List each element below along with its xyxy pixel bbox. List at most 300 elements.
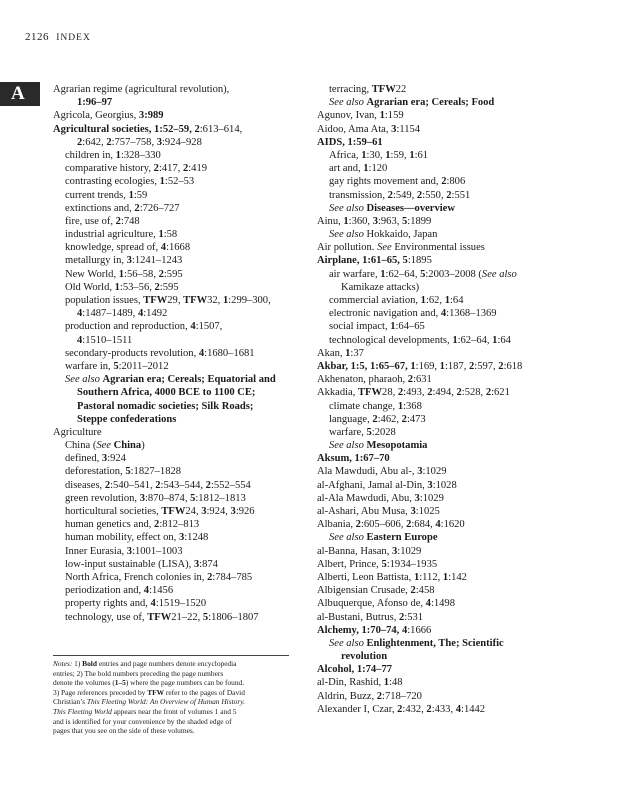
entry-text-segment: 2	[355, 519, 361, 531]
entry-text-segment: 3	[391, 545, 398, 557]
index-entry-continuation	[53, 334, 298, 347]
index-subentry	[317, 149, 595, 162]
entry-text-segment: 5	[420, 268, 426, 280]
running-header	[25, 31, 91, 43]
page-number: 2126	[25, 31, 49, 43]
entry-text-segment: 2	[446, 189, 452, 201]
index-entry	[317, 624, 595, 637]
entry-text-segment: Agriculture	[53, 426, 102, 438]
index-entry	[317, 663, 595, 676]
index-subentry	[53, 584, 298, 597]
index-entry	[317, 676, 595, 689]
entry-text-segment: 2	[468, 360, 475, 372]
entry-text-segment: Alchemy, 1:70–74, 4	[317, 624, 408, 636]
footnote-line	[53, 688, 289, 698]
entry-text-segment: :595	[163, 268, 183, 280]
entry-text-segment: :1492	[143, 308, 168, 320]
entry-text-segment: Akkadia,	[317, 387, 359, 399]
entry-text-segment: :494,	[432, 387, 457, 399]
entry-text-segment: Agricultural societies, 1:52–59, 2	[53, 123, 200, 135]
entry-text-segment: 2	[397, 703, 403, 715]
entry-text-segment: :1368–1369	[446, 308, 497, 320]
entry-text-segment: Alcohol, 1:74–77	[317, 664, 392, 676]
entry-text-segment: 3	[126, 255, 132, 267]
index-subentry	[317, 426, 595, 439]
entry-text-segment: 2	[498, 360, 504, 372]
entry-text-segment: Air pollution.	[317, 242, 378, 254]
index-entry	[53, 83, 298, 96]
entry-text-segment: Ainu,	[317, 215, 344, 227]
entry-text-segment: fire, use of,	[65, 215, 116, 227]
letter-tab-label: A	[11, 83, 25, 104]
index-entry	[317, 452, 595, 465]
entry-text-segment: 1	[118, 268, 125, 280]
entry-text-segment: 1)	[74, 659, 83, 668]
entry-text-segment: 2	[397, 387, 404, 399]
entry-text-segment: 2	[387, 189, 393, 201]
entry-text-segment: Hokkaido, Japan	[366, 229, 438, 241]
entry-text-segment: 2	[158, 268, 164, 280]
entry-text-segment: See also	[329, 637, 367, 649]
entry-text-segment: :59,	[390, 149, 410, 161]
index-entry	[317, 505, 595, 518]
index-subentry	[53, 320, 298, 333]
entry-text-segment: :1680–1681	[204, 347, 255, 359]
index-entry	[317, 597, 595, 610]
index-entry	[317, 584, 595, 597]
entry-text-segment: :64	[497, 334, 511, 346]
entry-text-segment: :2028	[371, 426, 396, 438]
entry-text-segment: :963,	[377, 215, 402, 227]
index-subentry	[53, 439, 298, 452]
entry-text-segment: :926	[235, 506, 255, 517]
entry-text-segment: 4	[190, 321, 196, 333]
index-subentry	[317, 96, 595, 109]
entry-text-segment: Aksum, 1:67–70	[317, 453, 390, 465]
index-subentry	[317, 83, 595, 96]
entry-text-segment: secondary-products revolution,	[65, 347, 199, 359]
entry-text-segment: Agrarian era; Cereals; Food	[366, 97, 495, 109]
entry-text-segment: 2	[207, 571, 213, 583]
index-subentry	[53, 571, 298, 584]
entry-text-segment: :64–65	[395, 321, 425, 333]
index-subentry	[53, 518, 298, 531]
index-subentry	[53, 202, 298, 215]
index-subentry	[53, 149, 298, 162]
entry-text-segment: :1620	[440, 519, 465, 531]
entry-text-segment: 1	[343, 215, 349, 227]
entry-text-segment: :58	[163, 229, 178, 241]
entry-text-segment: human genetics and,	[65, 519, 155, 531]
entry-text-segment: :1241–1243	[131, 255, 183, 267]
entry-text-segment: 1	[390, 321, 396, 333]
entry-text-segment: 5	[190, 492, 196, 504]
entry-text-segment: :595	[159, 281, 179, 293]
entry-text-segment: Agunov, Ivan,	[317, 110, 380, 122]
entry-text-segment: industrial agriculture,	[65, 229, 159, 241]
entry-text-segment: green revolution,	[65, 492, 140, 504]
entry-text-segment: TFW	[358, 387, 383, 399]
entry-text-segment: 1:96–97	[77, 97, 113, 109]
index-entry	[317, 571, 595, 584]
index-entry	[317, 479, 595, 492]
entry-text-segment: :1248	[184, 532, 209, 544]
entry-text-segment: :605–606,	[360, 519, 407, 531]
entry-text-segment: :1442	[461, 703, 486, 715]
entry-text-segment: 1	[420, 295, 426, 306]
entry-text-segment: 4	[137, 308, 144, 320]
entry-text-segment: :2011–2012	[118, 360, 169, 372]
entry-text-segment: :543–544,	[160, 479, 206, 491]
entry-text-segment: 2	[416, 189, 423, 201]
entry-text-segment: :1029	[422, 466, 447, 478]
entry-text-segment: TFW	[147, 687, 165, 697]
entry-text-segment: 2	[426, 703, 432, 715]
entry-text-segment: See also	[329, 202, 367, 214]
entry-text-segment: 3	[427, 479, 433, 491]
entry-text-segment: Agrarian era; Cereals; Equatorial and	[102, 374, 276, 386]
entry-text-segment: See	[96, 440, 114, 452]
entry-text-segment: :550,	[422, 189, 447, 201]
entry-text-segment: human mobility, effect on,	[65, 532, 179, 544]
index-entry-continuation	[317, 650, 595, 663]
entry-text-segment: population issues,	[65, 295, 144, 306]
index-subentry	[317, 294, 595, 307]
entry-text-segment: 21–22,	[171, 611, 203, 623]
entry-text-segment: Steppe confederations	[77, 413, 177, 425]
index-subentry	[317, 162, 595, 175]
footnote-line	[53, 707, 289, 717]
entry-text-segment: revolution	[341, 651, 388, 663]
entry-text-segment: 2	[485, 387, 492, 399]
entry-text-segment: 5	[113, 360, 119, 372]
entry-text-segment: :806	[446, 176, 466, 188]
entry-text-segment: 3	[201, 506, 207, 517]
entry-text-segment: 1	[114, 281, 120, 293]
entry-text-segment: 4	[455, 703, 462, 715]
entry-text-segment: :1487–1489,	[82, 308, 138, 320]
entry-text-segment: 2	[115, 215, 121, 227]
entry-text-segment: :432,	[402, 703, 427, 715]
index-subentry	[53, 189, 298, 202]
entry-text-segment: :1028	[432, 479, 457, 491]
index-entry	[53, 123, 298, 136]
index-column-left	[53, 83, 298, 624]
entry-text-segment: Africa,	[329, 149, 362, 161]
entry-text-segment: climate change,	[329, 400, 398, 412]
entry-text-segment: 3	[410, 506, 416, 517]
entry-text-segment: :549,	[392, 189, 417, 201]
section-title: INDEX	[56, 33, 91, 43]
entry-text-segment: :299–300,	[228, 295, 271, 306]
entry-text-segment: :159	[384, 110, 404, 122]
index-subentry	[53, 268, 298, 281]
entry-text-segment: Notes:	[53, 659, 75, 668]
entry-text-segment: TFW	[371, 84, 396, 95]
index-subentry	[53, 373, 298, 386]
entry-text-segment: 1	[363, 163, 369, 175]
index-column-right	[317, 83, 595, 716]
index-entry-continuation	[53, 413, 298, 426]
index-subentry	[317, 334, 595, 347]
entry-text-segment: 3	[391, 123, 397, 135]
entry-text-segment: This Fleeting World: An Overview of Human History.	[86, 697, 245, 707]
entry-text-segment: AIDS, 1:59–61	[317, 136, 383, 148]
entry-text-segment: periodization and,	[65, 585, 144, 597]
entry-text-segment: TFW	[143, 295, 168, 306]
entry-text-segment: :528,	[461, 387, 486, 399]
entry-text-segment: :64	[450, 295, 464, 306]
index-subentry	[53, 241, 298, 254]
entry-text-segment: :618	[503, 360, 523, 372]
entry-text-segment: Aldrin, Buzz,	[317, 690, 377, 702]
entry-text-segment: language,	[329, 413, 373, 425]
entry-text-segment: 1	[379, 110, 385, 122]
entry-text-segment: :1025	[415, 506, 440, 517]
entry-text-segment: al-Bustani, Butrus,	[317, 611, 400, 623]
entry-text-segment: property rights and,	[65, 598, 151, 610]
entry-text-segment: 2	[410, 585, 416, 597]
entry-text-segment: :48	[389, 677, 403, 689]
entry-text-segment: 2	[407, 374, 414, 386]
entry-text-segment: comparative history,	[65, 163, 154, 175]
entry-text-segment: :540–541,	[110, 479, 156, 491]
entry-text-segment: :1666	[407, 624, 432, 636]
entry-text-segment: 2	[399, 611, 405, 623]
entry-text-segment: :52–53	[164, 176, 195, 188]
entry-text-segment: 2	[155, 479, 161, 491]
index-entry	[317, 360, 595, 373]
entry-text-segment: horticultural societies,	[65, 506, 162, 517]
entry-text-segment: :1456	[149, 585, 174, 597]
entry-text-segment: 4	[150, 598, 156, 610]
index-entry	[317, 465, 595, 478]
entry-text-segment: refer to the pages of David	[164, 687, 245, 697]
entry-text-segment: 1	[413, 571, 420, 583]
index-subentry	[53, 162, 298, 175]
entry-text-segment: Bold	[82, 659, 97, 668]
footnote-line	[53, 726, 289, 736]
index-subentry	[53, 175, 298, 188]
entry-text-segment: See also	[329, 97, 367, 109]
entry-text-segment: 4	[435, 519, 441, 531]
entry-text-segment: extinctions and,	[65, 202, 135, 214]
entry-text-segment: :718–720	[382, 690, 422, 702]
entry-text-segment: :642,	[82, 136, 107, 148]
entry-text-segment: 3	[414, 492, 420, 504]
entry-text-segment: Albigensian Crusade,	[317, 585, 411, 597]
entry-text-segment: 1	[442, 571, 449, 583]
entry-text-segment: :757–758,	[111, 136, 157, 148]
entry-text-segment: :551	[451, 189, 471, 201]
footnote-line	[53, 717, 289, 727]
entry-text-segment: New World,	[65, 268, 119, 280]
entry-text-segment: 2	[427, 387, 433, 399]
entry-text-segment: Albuquerque, Afonso de,	[317, 598, 426, 610]
entry-text-segment: See also	[329, 229, 367, 241]
entry-text-segment: 3	[126, 545, 133, 557]
entry-text-segment: :1934–1935	[386, 558, 438, 570]
index-subentry	[317, 413, 595, 426]
entry-text-segment: :924	[107, 453, 126, 465]
entry-text-segment: )	[141, 440, 145, 452]
entry-text-segment: :120	[368, 163, 388, 175]
index-subentry	[317, 228, 595, 241]
entry-text-segment: 2	[205, 479, 211, 491]
entry-text-segment: children in,	[65, 149, 116, 161]
entry-text-segment: 1	[115, 149, 121, 161]
entry-text-segment: 3	[372, 215, 378, 227]
index-subentry	[317, 189, 595, 202]
entry-text-segment: See	[377, 242, 395, 254]
entry-text-segment: production and reproduction,	[65, 321, 191, 333]
index-subentry	[317, 531, 595, 544]
entry-text-segment: :59	[133, 189, 148, 201]
index-entry	[317, 690, 595, 703]
footnote-line	[53, 659, 289, 669]
entry-text-segment: 2	[406, 519, 412, 531]
entry-text-segment: See also	[481, 268, 517, 280]
index-subentry	[317, 202, 595, 215]
index-subentry	[53, 611, 298, 624]
entry-text-segment: :1668	[166, 242, 191, 254]
entry-text-segment: :433,	[431, 703, 456, 715]
entry-text-segment: Mesopotamia	[366, 440, 428, 452]
index-entry	[317, 347, 595, 360]
entry-text-segment: TFW	[161, 506, 186, 517]
entry-text-segment: 3	[156, 136, 162, 148]
entry-text-segment: knowledge, spread of,	[65, 242, 161, 254]
entry-text-segment: art and,	[329, 163, 364, 175]
entry-text-segment: air warfare,	[329, 268, 381, 280]
entry-text-segment: 1	[439, 360, 445, 372]
index-entry-continuation	[53, 136, 298, 149]
entry-text-segment: low-input sustainable (LISA),	[65, 558, 194, 570]
entry-text-segment: :924,	[206, 506, 231, 517]
index-entry	[317, 518, 595, 531]
entry-text-segment: Akbar, 1:5, 1:65–67, 1	[317, 360, 416, 372]
entry-text-segment: :597,	[474, 360, 499, 372]
entry-text-segment: :613–614,	[199, 123, 243, 135]
entry-text-segment: 2	[441, 176, 447, 188]
entry-text-segment: Agrarian regime (agricultural revolution),	[53, 84, 230, 95]
entry-text-segment: Akhenaton, pharaoh,	[317, 374, 408, 386]
index-subentry	[53, 452, 298, 465]
entry-text-segment: Christian’s	[53, 697, 87, 707]
entry-text-segment: :1510–1511	[82, 334, 133, 346]
index-subentry	[53, 347, 298, 360]
entry-text-segment: technological developments,	[329, 334, 453, 346]
entry-text-segment: :360,	[348, 215, 373, 227]
entry-text-segment: 2	[372, 413, 378, 425]
entry-text-segment: :53–56,	[119, 281, 155, 293]
entry-text-segment: :30,	[366, 149, 386, 161]
entry-text-segment: :1806–1807	[208, 611, 259, 623]
entry-text-segment: denote the volumes (	[53, 678, 115, 688]
index-subentry	[317, 400, 595, 413]
entry-text-segment: China	[113, 440, 142, 452]
entry-text-segment: 3	[139, 492, 145, 504]
entry-text-segment: :924–928	[162, 136, 202, 148]
entry-text-segment: :462,	[377, 413, 402, 425]
entry-text-segment: Alberti, Leon Battista,	[317, 571, 414, 583]
entry-text-segment: Kamikaze attacks)	[341, 281, 420, 293]
index-entry-continuation	[53, 307, 298, 320]
index-subentry	[317, 439, 595, 452]
entry-text-segment: :552–554	[210, 479, 251, 491]
index-subentry	[53, 505, 298, 518]
entry-text-segment: :368	[403, 400, 422, 412]
entry-text-segment: 2	[134, 202, 140, 214]
entry-text-segment: :812–813	[159, 519, 200, 531]
entry-text-segment: :493,	[403, 387, 428, 399]
entry-text-segment: :328–330	[120, 149, 161, 161]
index-entry	[317, 373, 595, 386]
entry-text-segment: 1	[222, 295, 229, 306]
entry-text-segment: diseases,	[65, 479, 105, 491]
entry-text-segment: 1–5	[114, 678, 126, 688]
entry-text-segment: appears near the front of volumes 1 and 5	[111, 706, 237, 716]
index-entry	[317, 611, 595, 624]
index-subentry	[317, 268, 595, 281]
entry-text-segment: 5	[125, 466, 131, 478]
entry-text-segment: social impact,	[329, 321, 391, 333]
index-subentry	[53, 254, 298, 267]
entry-text-segment: :1507,	[195, 321, 223, 333]
entry-text-segment: warfare in,	[65, 360, 114, 372]
entry-text-segment: Akan,	[317, 347, 346, 359]
entry-text-segment: Environmental issues	[394, 242, 485, 254]
index-subentry	[317, 307, 595, 320]
index-subentry	[53, 360, 298, 373]
entry-text-segment: 4	[77, 334, 83, 346]
index-entry-continuation	[53, 386, 298, 399]
entry-text-segment: pages that you see on the side of these volumes.	[53, 726, 195, 736]
entry-text-segment: 32,	[207, 295, 223, 306]
entry-text-segment: See also	[329, 440, 367, 452]
index-subentry	[317, 175, 595, 188]
entry-text-segment: Southern Africa, 4000 BCE to 1100 CE;	[77, 387, 256, 399]
entry-text-segment: 2	[153, 163, 159, 175]
entry-text-segment: Albania,	[317, 519, 356, 531]
entry-text-segment: 1	[345, 347, 351, 359]
entry-text-segment: :473	[406, 413, 426, 425]
index-subentry	[53, 294, 298, 307]
entry-text-segment: 1	[397, 400, 404, 412]
entry-text-segment: 3	[193, 558, 200, 570]
footnote-line	[53, 669, 289, 679]
entry-text-segment: al-Afghani, Jamal al-Din,	[317, 479, 428, 491]
entry-text-segment: metallurgy in,	[65, 255, 127, 267]
letter-tab	[0, 82, 40, 106]
entry-text-segment: TFW	[147, 611, 172, 623]
entry-text-segment: al-Din, Rashid,	[317, 677, 384, 689]
entry-text-segment: 2	[376, 690, 383, 702]
entry-text-segment: 3:989	[138, 110, 164, 122]
entry-text-segment: :531	[404, 611, 424, 623]
index-subentry	[53, 545, 298, 558]
entry-text-segment: :631	[413, 374, 432, 386]
entry-text-segment: 4	[440, 308, 447, 320]
index-entry	[317, 558, 595, 571]
entry-text-segment: Airplane, 1:61–65, 5	[317, 255, 408, 267]
entry-text-segment: transmission,	[329, 189, 388, 201]
entry-text-segment: 1	[128, 189, 134, 201]
entry-text-segment: current trends,	[65, 189, 129, 201]
index-entry-continuation	[53, 400, 298, 413]
index-entry-continuation	[317, 281, 595, 294]
entry-text-segment: 5	[366, 426, 372, 438]
